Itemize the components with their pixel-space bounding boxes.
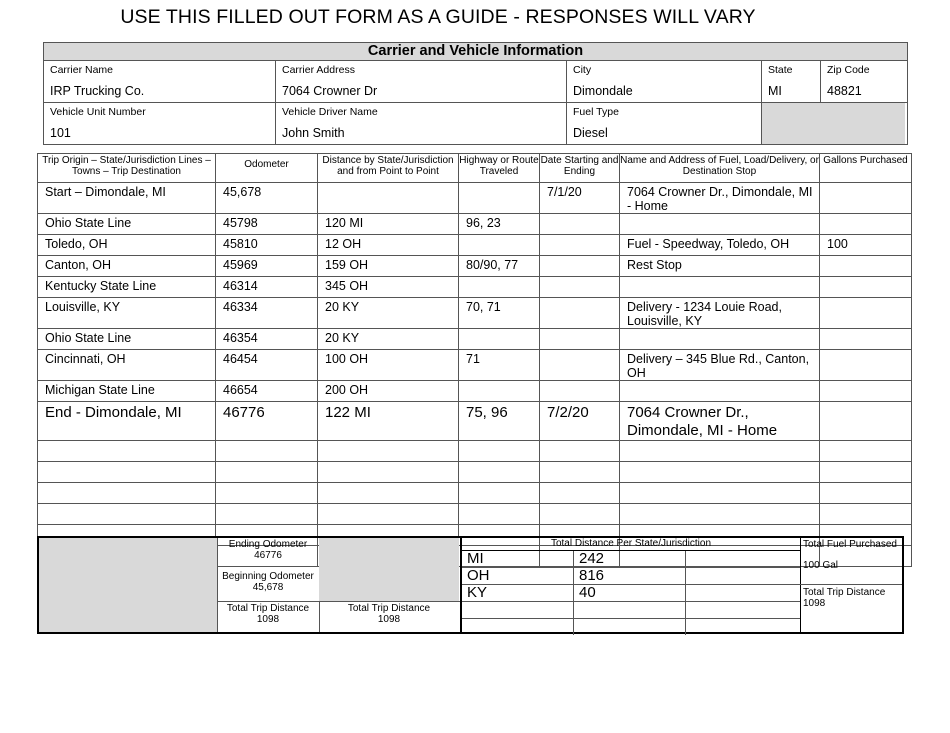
cell-highway[interactable] <box>459 504 540 525</box>
trip-summary <box>37 536 904 634</box>
cell-date[interactable] <box>540 381 620 402</box>
col-header-origin: Trip Origin – State/Jurisdiction Lines – Towns – Trip Destination <box>38 154 216 183</box>
state-distance-table <box>460 538 801 632</box>
cell-odometer[interactable]: 46314 <box>216 277 318 298</box>
cell-highway[interactable] <box>459 183 540 214</box>
cell-date[interactable] <box>540 277 620 298</box>
cell-highway[interactable] <box>459 277 540 298</box>
cell-date[interactable] <box>540 214 620 235</box>
cell-date[interactable] <box>540 504 620 525</box>
table-row <box>38 235 912 256</box>
cell-distance[interactable] <box>318 483 459 504</box>
beginning-odometer-label: Beginning Odometer <box>222 571 314 582</box>
state-value: MI <box>768 84 782 98</box>
cell-stop[interactable]: 7064 Crowner Dr., Dimondale, MI - Home <box>620 402 820 441</box>
cell-gallons[interactable] <box>820 462 912 483</box>
cell-gallons[interactable] <box>820 214 912 235</box>
cell-gallons[interactable] <box>820 504 912 525</box>
col-header-gallons: Gallons Purchased <box>820 154 912 183</box>
shaded-cell <box>319 538 459 602</box>
cell-date[interactable]: 7/1/20 <box>540 183 620 214</box>
col-header-highway: Highway or Route Traveled <box>459 154 540 183</box>
total-trip-distance-value[interactable]: 1098 <box>256 614 280 625</box>
cell-stop[interactable] <box>620 277 820 298</box>
state-cell-state[interactable]: MI <box>462 551 574 567</box>
state-cell-distance[interactable] <box>574 602 686 618</box>
state-cell-state[interactable]: OH <box>462 568 574 584</box>
cell-origin[interactable]: End - Dimondale, MI <box>38 402 216 441</box>
ending-odometer-value[interactable]: 46776 <box>254 550 282 561</box>
ending-odometer-label: Ending Odometer <box>228 539 308 550</box>
state-distance-row <box>462 602 800 619</box>
cell-odometer[interactable]: 46334 <box>216 298 318 329</box>
cell-origin[interactable] <box>38 462 216 483</box>
cell-odometer[interactable]: 46354 <box>216 329 318 350</box>
cell-gallons[interactable] <box>820 441 912 462</box>
fuel-type-label: Fuel Type <box>573 106 619 118</box>
state-distance-row <box>462 619 800 635</box>
table-row <box>38 504 912 525</box>
cell-origin[interactable] <box>38 483 216 504</box>
cell-origin[interactable]: Ohio State Line <box>38 214 216 235</box>
cell-date[interactable] <box>540 256 620 277</box>
shaded-cell <box>762 103 905 144</box>
cell-origin[interactable] <box>38 441 216 462</box>
cell-gallons[interactable] <box>820 402 912 441</box>
cell-highway[interactable] <box>459 483 540 504</box>
table-row <box>38 183 912 214</box>
cell-odometer[interactable]: 45969 <box>216 256 318 277</box>
state-cell-distance[interactable] <box>574 619 686 635</box>
cell-distance[interactable] <box>318 462 459 483</box>
cell-odometer[interactable]: 46776 <box>216 402 318 441</box>
cell-distance[interactable]: 345 OH <box>318 277 459 298</box>
cell-date[interactable] <box>540 329 620 350</box>
cell-highway[interactable]: 75, 96 <box>459 402 540 441</box>
table-row <box>38 483 912 504</box>
cell-distance[interactable]: 159 OH <box>318 256 459 277</box>
cell-stop[interactable] <box>620 329 820 350</box>
state-cell-extra[interactable] <box>686 619 798 635</box>
total-fuel-value: 100 Gal <box>803 560 839 571</box>
carrier-name-label: Carrier Name <box>50 64 114 76</box>
cell-distance[interactable] <box>318 441 459 462</box>
cell-gallons[interactable] <box>820 256 912 277</box>
cell-distance[interactable]: 122 MI <box>318 402 459 441</box>
total-fuel-cell[interactable] <box>798 538 902 585</box>
state-cell-extra[interactable] <box>686 568 798 584</box>
cell-distance[interactable]: 12 OH <box>318 235 459 256</box>
cell-distance[interactable] <box>318 183 459 214</box>
cell-highway[interactable]: 80/90, 77 <box>459 256 540 277</box>
state-label: State <box>768 64 793 76</box>
carrier-address-label: Carrier Address <box>282 64 355 76</box>
cell-gallons[interactable] <box>820 483 912 504</box>
total-trip-distance-cell[interactable] <box>798 585 902 633</box>
state-distance-row <box>462 568 800 585</box>
cell-origin[interactable]: Michigan State Line <box>38 381 216 402</box>
city-value: Dimondale <box>573 84 633 98</box>
cell-odometer[interactable] <box>216 483 318 504</box>
odometer-summary <box>217 538 320 632</box>
cell-odometer[interactable] <box>216 504 318 525</box>
cell-odometer[interactable]: 45,678 <box>216 183 318 214</box>
carrier-name-value: IRP Trucking Co. <box>50 84 145 98</box>
total-trip-distance-value-2[interactable]: 1098 <box>377 614 401 625</box>
cell-date[interactable] <box>540 483 620 504</box>
cell-odometer[interactable] <box>216 462 318 483</box>
cell-origin[interactable]: Canton, OH <box>38 256 216 277</box>
cell-highway[interactable]: 96, 23 <box>459 214 540 235</box>
table-row <box>38 329 912 350</box>
state-cell-extra[interactable] <box>686 602 798 618</box>
cell-origin[interactable]: Start – Dimondale, MI <box>38 183 216 214</box>
state-cell-distance[interactable]: 242 <box>574 551 686 567</box>
table-row <box>38 298 912 329</box>
trip-header-row <box>38 154 912 183</box>
cell-highway[interactable] <box>459 235 540 256</box>
table-row <box>38 462 912 483</box>
shaded-cell <box>39 538 218 632</box>
vehicle-unit-field[interactable] <box>44 103 276 144</box>
state-cell-extra[interactable] <box>686 585 798 601</box>
carrier-address-value: 7064 Crowner Dr <box>282 84 378 98</box>
cell-stop[interactable] <box>620 462 820 483</box>
state-distance-title: Total Distance Per State/Jurisdiction <box>462 538 800 551</box>
cell-date[interactable] <box>540 298 620 329</box>
driver-name-label: Vehicle Driver Name <box>282 106 378 118</box>
vehicle-unit-value: 101 <box>50 126 71 140</box>
total-trip-distance-label-3: Total Trip Distance <box>803 587 886 598</box>
carrier-row-1 <box>44 61 907 103</box>
city-field[interactable] <box>567 61 762 102</box>
cell-stop[interactable] <box>620 381 820 402</box>
section-title: Carrier and Vehicle Information <box>44 43 907 61</box>
state-cell-state[interactable]: KY <box>462 585 574 601</box>
state-cell-state[interactable] <box>462 619 574 635</box>
fuel-type-field[interactable] <box>567 103 762 144</box>
col-header-stop: Name and Address of Fuel, Load/Delivery, or Destination Stop <box>620 154 820 183</box>
cell-highway[interactable] <box>459 329 540 350</box>
cell-gallons[interactable] <box>820 350 912 381</box>
cell-stop[interactable] <box>620 441 820 462</box>
cell-origin[interactable]: Ohio State Line <box>38 329 216 350</box>
cell-gallons[interactable] <box>820 381 912 402</box>
table-row <box>38 277 912 298</box>
cell-date[interactable] <box>540 441 620 462</box>
page-banner: USE THIS FILLED OUT FORM AS A GUIDE - RESPONSES WILL VARY <box>120 6 756 28</box>
cell-stop[interactable] <box>620 483 820 504</box>
cell-stop[interactable] <box>620 504 820 525</box>
table-row <box>38 214 912 235</box>
state-field[interactable] <box>762 61 821 102</box>
cell-stop[interactable]: Fuel - Speedway, Toledo, OH <box>620 235 820 256</box>
cell-highway[interactable] <box>459 441 540 462</box>
col-header-distance: Distance by State/Jurisdiction and from Point to Point <box>318 154 459 183</box>
cell-odometer[interactable]: 46654 <box>216 381 318 402</box>
cell-stop[interactable]: Delivery – 345 Blue Rd., Canton, OH <box>620 350 820 381</box>
cell-origin[interactable] <box>38 504 216 525</box>
cell-date[interactable] <box>540 235 620 256</box>
cell-distance[interactable] <box>318 504 459 525</box>
cell-stop[interactable]: 7064 Crowner Dr., Dimondale, MI - Home <box>620 183 820 214</box>
cell-odometer[interactable] <box>216 441 318 462</box>
table-row <box>38 350 912 381</box>
col-header-date: Date Starting and Ending <box>540 154 620 183</box>
carrier-vehicle-section <box>43 42 908 145</box>
cell-origin[interactable]: Toledo, OH <box>38 235 216 256</box>
cell-date[interactable]: 7/2/20 <box>540 402 620 441</box>
total-trip-distance-label: Total Trip Distance <box>226 603 310 614</box>
carrier-name-field[interactable] <box>44 61 276 102</box>
cell-stop[interactable]: Delivery - 1234 Louie Road, Louisville, KY <box>620 298 820 329</box>
cell-gallons[interactable] <box>820 277 912 298</box>
col-header-odometer: Odometer <box>216 154 318 183</box>
table-row <box>38 381 912 402</box>
state-cell-distance[interactable]: 816 <box>574 568 686 584</box>
carrier-address-field[interactable] <box>276 61 567 102</box>
cell-distance[interactable]: 20 KY <box>318 298 459 329</box>
table-row <box>38 441 912 462</box>
cell-odometer[interactable]: 45810 <box>216 235 318 256</box>
state-cell-extra[interactable] <box>686 551 798 567</box>
cell-origin[interactable]: Louisville, KY <box>38 298 216 329</box>
cell-gallons[interactable] <box>820 298 912 329</box>
driver-name-field[interactable] <box>276 103 567 144</box>
state-cell-distance[interactable]: 40 <box>574 585 686 601</box>
fuel-summary <box>798 538 902 632</box>
driver-name-value: John Smith <box>282 126 345 140</box>
state-distance-row <box>462 551 800 568</box>
cell-distance[interactable]: 20 KY <box>318 329 459 350</box>
cell-highway[interactable]: 71 <box>459 350 540 381</box>
city-label: City <box>573 64 592 76</box>
cell-gallons[interactable] <box>820 329 912 350</box>
cell-distance[interactable]: 200 OH <box>318 381 459 402</box>
zip-field[interactable] <box>821 61 905 102</box>
total-trip-distance-value-3: 1098 <box>803 598 826 609</box>
trip-table <box>37 153 912 567</box>
total-trip-distance-label-2: Total Trip Distance <box>347 603 431 614</box>
cell-highway[interactable] <box>459 462 540 483</box>
fuel-type-value: Diesel <box>573 126 608 140</box>
cell-highway[interactable]: 70, 71 <box>459 298 540 329</box>
beginning-odometer-value[interactable]: 45,678 <box>252 582 284 593</box>
cell-date[interactable] <box>540 462 620 483</box>
cell-gallons[interactable] <box>820 183 912 214</box>
cell-highway[interactable] <box>459 381 540 402</box>
state-distance-row <box>462 585 800 602</box>
cell-origin[interactable]: Cincinnati, OH <box>38 350 216 381</box>
table-row <box>38 402 912 441</box>
cell-distance[interactable]: 100 OH <box>318 350 459 381</box>
cell-origin[interactable]: Kentucky State Line <box>38 277 216 298</box>
cell-odometer[interactable]: 45798 <box>216 214 318 235</box>
cell-stop[interactable] <box>620 214 820 235</box>
cell-stop[interactable]: Rest Stop <box>620 256 820 277</box>
table-row <box>38 256 912 277</box>
total-fuel-label: Total Fuel Purchased <box>803 539 897 550</box>
state-cell-state[interactable] <box>462 602 574 618</box>
zip-label: Zip Code <box>827 64 870 76</box>
cell-odometer[interactable]: 46454 <box>216 350 318 381</box>
carrier-row-2 <box>44 103 907 144</box>
cell-gallons[interactable]: 100 <box>820 235 912 256</box>
cell-date[interactable] <box>540 350 620 381</box>
vehicle-unit-label: Vehicle Unit Number <box>50 106 146 118</box>
zip-value: 48821 <box>827 84 862 98</box>
cell-distance[interactable]: 120 MI <box>318 214 459 235</box>
